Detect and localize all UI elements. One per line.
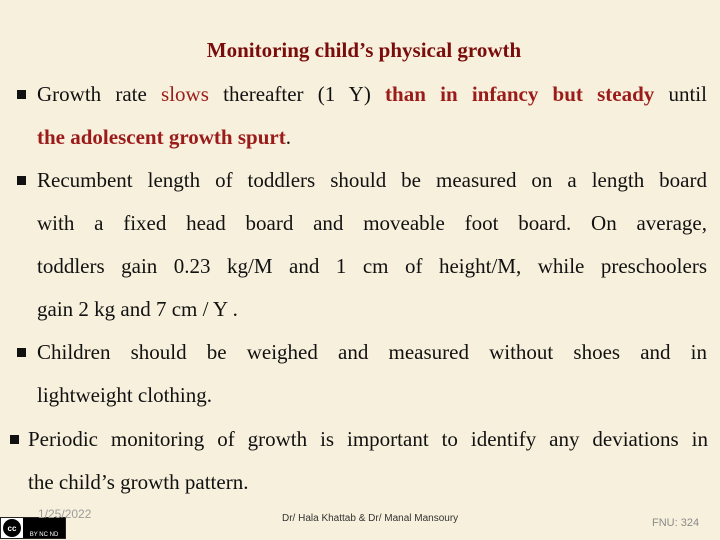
license-icons: BY NC ND (23, 518, 65, 538)
bullet-2-line-1: Recumbent length of toddlers should be measured on a length board (37, 168, 707, 192)
footer-page-number: FNU: 324 (652, 517, 700, 529)
bullet-1-emphasis: than in infancy but steady (385, 82, 655, 106)
creative-commons-icon: cc (3, 519, 21, 537)
bullet-4-line-2: the child’s growth pattern. (28, 470, 249, 494)
bullet-1-emphasis-2: the adolescent growth spurt (37, 125, 286, 149)
bullet-1-text-b: thereafter (1 Y) (208, 82, 386, 106)
bullet-3-line-2: lightweight clothing. (37, 383, 212, 407)
bullet-marker-1 (17, 90, 26, 99)
bullet-1-text-a: Growth rate (37, 82, 162, 106)
bullet-4-line-1: Periodic monitoring of growth is important to identify any deviations in (28, 427, 708, 451)
bullet-2-line-3: toddlers gain 0.23 kg/M and 1 cm of height/M, while preschoolers (37, 254, 707, 278)
bullet-1-slows: slows (161, 82, 209, 106)
bullet-marker-3 (17, 348, 26, 357)
footer-authors: Dr/ Hala Khattab & Dr/ Manal Mansoury (282, 513, 459, 524)
bullet-3-line-1: Children should be weighed and measured without shoes and in (37, 340, 707, 364)
bullet-marker-2 (17, 176, 26, 185)
bullet-1-period: . (285, 125, 291, 149)
slide-title: Monitoring child’s physical growth (206, 38, 522, 62)
bullet-2-line-4: gain 2 kg and 7 cm / Y . (37, 297, 238, 321)
bullet-marker-4 (10, 435, 19, 444)
bullet-2-line-2: with a fixed head board and moveable foot board. On average, (37, 211, 707, 235)
footer-date: 1/25/2022 (38, 507, 92, 521)
bullet-1-text-c: until (654, 82, 707, 106)
